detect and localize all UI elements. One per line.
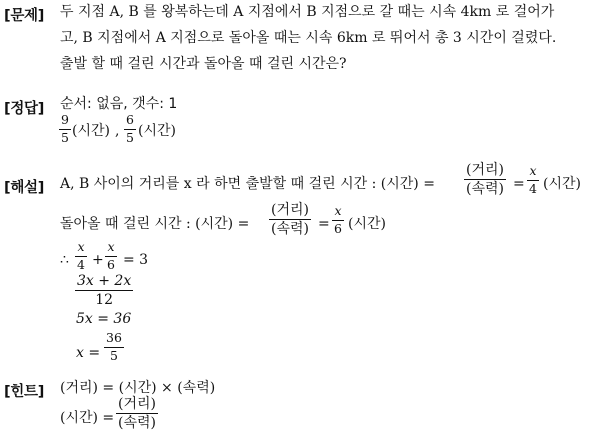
solution-label: [해설] [4, 180, 45, 196]
answer-fraction-1 [59, 114, 71, 144]
problem-text-line1: 두 지점 A, B 를 왕복하는데 A 지점에서 B 지점으로 갈 때는 시속 4km 로 걸어가 [60, 4, 555, 20]
solution-line2-text: 돌아올 때 걸린 시간 : (시간) = [60, 216, 250, 232]
hint-line1: (거리) = (시간) × (속력) [60, 380, 216, 396]
answer-unit-1: (시간) [72, 123, 110, 139]
answer-fraction-1-denominator: 5 [61, 129, 69, 145]
solution-line1-equals: = [513, 176, 525, 192]
answer-label: [정답] [4, 101, 45, 117]
solution-x-2: x [334, 203, 342, 218]
solution-dist: (거리) [466, 162, 504, 178]
solution-line1-fraction-x-4 [527, 165, 539, 195]
solution-combined-fraction [75, 274, 133, 307]
answer-separator: , [115, 123, 120, 139]
solution-line2-unit: (시간) [348, 216, 386, 232]
solution-fraction-x-over-4 [75, 241, 87, 271]
answer-unit-2: (시간) [138, 123, 176, 139]
solution-line1-fraction-dist-speed [464, 163, 506, 196]
hint-denominator: (속력) [118, 415, 156, 431]
solution-five-x: 5x = 36 [76, 311, 132, 327]
hint-numerator: (거리) [118, 396, 156, 412]
problem-text-line2: 고, B 지점에서 A 지점으로 돌아올 때는 시속 6km 로 뛰어서 총 3 시간이 걸렸다. [60, 30, 557, 46]
solution-x-3: x [77, 239, 85, 254]
solution-equals-3: = 3 [123, 252, 149, 268]
solution-answer-numerator: 36 [106, 330, 122, 345]
solution-line2-equals: = [318, 216, 330, 232]
problem-label: [문제] [4, 8, 45, 24]
solution-six-2: 6 [107, 256, 115, 272]
solution-answer-denominator: 5 [109, 347, 118, 363]
solution-line1-unit: (시간) [543, 176, 581, 192]
solution-fraction-x-over-6 [105, 241, 117, 271]
solution-therefore: ∴ [60, 252, 69, 268]
solution-six: 6 [334, 220, 342, 236]
problem-text-line3: 출발 할 때 걸린 시간과 돌아올 때 걸린 시간은? [60, 56, 347, 72]
solution-combined-numerator: 3x + 2x [77, 273, 132, 289]
answer-fraction-2-denominator: 5 [126, 129, 134, 145]
hint-label: [힌트] [4, 384, 45, 400]
hint-line2-text: (시간) = [60, 410, 115, 426]
solution-four: 4 [529, 180, 537, 196]
answer-meta: 순서: 없음, 갯수: 1 [60, 96, 178, 112]
solution-four-2: 4 [77, 256, 85, 272]
solution-plus: + [92, 252, 104, 268]
solution-line2-fraction-x-6 [332, 205, 344, 235]
solution-x-equals: x = [76, 345, 101, 361]
hint-fraction [116, 397, 158, 430]
answer-fraction-2-numerator: 6 [126, 112, 134, 127]
solution-line1-text: A, B 사이의 거리를 x 라 하면 출발할 때 걸린 시간 : (시간) = [60, 176, 435, 192]
answer-fraction-2 [124, 114, 136, 144]
solution-answer-fraction [104, 332, 124, 362]
solution-dist-2: (거리) [271, 202, 309, 218]
solution-speed-2: (속력) [271, 221, 309, 237]
solution-combined-denominator: 12 [95, 292, 114, 308]
solution-line2-fraction-dist-speed [269, 203, 311, 236]
solution-x: x [529, 163, 537, 178]
solution-x-4: x [107, 239, 115, 254]
solution-speed: (속력) [466, 181, 504, 197]
answer-fraction-1-numerator: 9 [61, 112, 69, 127]
